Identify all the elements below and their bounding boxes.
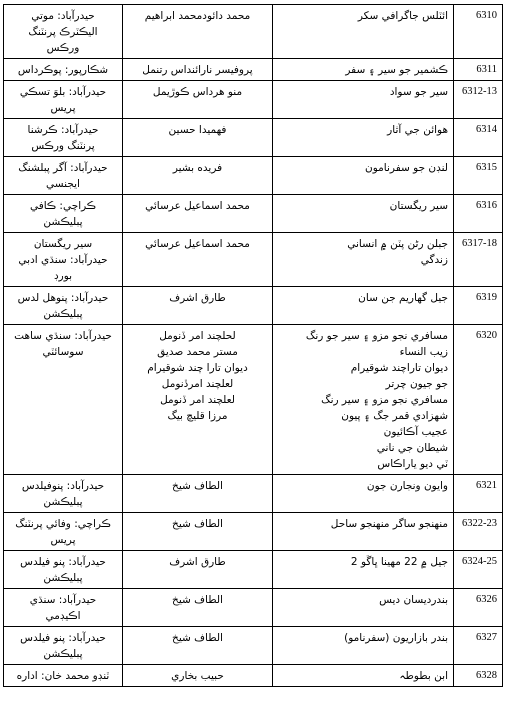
number-cell	[454, 59, 503, 81]
author-line: لعلچند امر ڏنومل	[160, 394, 235, 406]
publisher-cell	[4, 589, 123, 627]
title-line: جو جيون چرتر	[385, 378, 448, 390]
number-cell	[454, 5, 503, 59]
title-line: ابن بطوطہ	[399, 670, 448, 682]
catalog-number: 6327	[476, 632, 497, 643]
author-line: محمد اسماعيل عرسائي	[145, 238, 250, 250]
publisher-cell	[4, 119, 123, 157]
author-line: لحلچند امر ڏنومل	[159, 330, 236, 342]
title-cell	[273, 233, 454, 287]
catalog-number: 6317-18	[462, 238, 497, 249]
author-cell	[123, 287, 273, 325]
title-cell	[273, 589, 454, 627]
author-line: الطاف شيخ	[172, 594, 223, 606]
table-row	[4, 589, 503, 627]
publisher-line: حيدرآباد: موتي	[31, 10, 95, 22]
table-row	[4, 81, 503, 119]
publisher-cell	[4, 665, 123, 687]
author-line: منو هرداس ڪوڙيمل	[152, 86, 243, 98]
author-cell	[123, 325, 273, 475]
author-line: فريده بشير	[172, 162, 223, 174]
title-cell	[273, 157, 454, 195]
publisher-line: پبليڪشن	[43, 572, 83, 584]
author-cell	[123, 81, 273, 119]
title-cell	[273, 119, 454, 157]
catalog-number: 6312-13	[462, 86, 497, 97]
publisher-line: پرنٽنگ ورڪس	[31, 140, 95, 152]
author-line: فهميدا حسين	[168, 124, 227, 136]
table-row	[4, 665, 503, 687]
table-row	[4, 195, 503, 233]
title-line: هوائن جي آثار	[387, 124, 448, 136]
catalog-number: 6324-25	[462, 556, 497, 567]
title-line: ٽي ديو ياراڪاس	[377, 458, 448, 470]
catalog-number: 6314	[476, 124, 497, 135]
publisher-cell	[4, 627, 123, 665]
title-cell	[273, 81, 454, 119]
title-line: بندر بازاريون (سفرنامو)	[344, 632, 448, 644]
number-cell	[454, 81, 503, 119]
publisher-line: ورڪس	[46, 42, 80, 54]
publisher-cell	[4, 325, 123, 475]
publisher-line: حيدرآباد: پنو فيلدس	[20, 632, 106, 644]
publisher-line: پبليڪشن	[43, 216, 83, 228]
author-line: پروفيسر نارائنداس رتنمل	[142, 64, 253, 76]
publisher-line: سير ريگستان	[33, 238, 93, 250]
publisher-line: حيدرآباد: پنوفيلدس	[21, 480, 105, 492]
author-line: الطاف شيخ	[172, 632, 223, 644]
catalog-number: 6321	[476, 480, 497, 491]
title-line: ائٽلس جاگرافي سکر	[357, 10, 448, 22]
title-line: جيل گهاريم جن سان	[358, 292, 448, 304]
title-line: سير جو سواد	[389, 86, 448, 98]
catalog-number: 6316	[476, 200, 497, 211]
author-line: لعلچند امرڏنومل	[161, 378, 234, 390]
author-cell	[123, 157, 273, 195]
publisher-line: پبليڪشن	[43, 308, 83, 320]
publisher-line: ٽنڊو محمد خان: اداره	[16, 670, 110, 682]
publisher-line: حيدرآباد: پنوهل لدس	[17, 292, 109, 304]
title-cell	[273, 287, 454, 325]
author-cell	[123, 627, 273, 665]
title-line: منهنجو ساگر منهنجو ساحل	[330, 518, 448, 530]
title-line: مسافري نجو مزو ۽ سير جو رنگ	[305, 330, 448, 342]
author-cell	[123, 119, 273, 157]
table-row	[4, 513, 503, 551]
title-cell	[273, 325, 454, 475]
publisher-line: حيدرآباد: سنڌي ادبي	[18, 254, 108, 266]
number-cell	[454, 119, 503, 157]
publisher-line: حيدرآباد: بلوَ تسڪي	[19, 86, 107, 98]
title-line: بندرديسان ديس	[379, 594, 448, 606]
publisher-line: حيدرآباد: پنو فيلدس	[20, 556, 106, 568]
publisher-line: اليڪٽرڪ پرنٽنگ	[28, 26, 98, 38]
author-cell	[123, 513, 273, 551]
author-line: محمد دائودمحمد ابراهيم	[144, 10, 251, 22]
title-cell	[273, 513, 454, 551]
title-cell	[273, 475, 454, 513]
catalog-number: 6315	[476, 162, 497, 173]
author-cell	[123, 59, 273, 81]
number-cell	[454, 233, 503, 287]
title-line: عجيب آڪائيون	[383, 426, 448, 438]
author-line: الطاف شيخ	[172, 480, 223, 492]
title-line: سير ريگستان	[389, 200, 448, 212]
title-line: مسافري نجو مزو ۽ سير رنگ	[321, 394, 448, 406]
title-line: جيل ۾ 22 مهينا ڀاڱو 2	[350, 556, 448, 568]
author-cell	[123, 665, 273, 687]
catalog-number: 6311	[476, 64, 497, 75]
publisher-line: سوسائٽي	[42, 346, 84, 358]
table-row	[4, 475, 503, 513]
author-line: مرزا قليچ بيگ	[167, 410, 228, 422]
publisher-line: ڪراچي: ڪافي	[29, 200, 97, 212]
publisher-line: حيدرآباد: ڪرشنا	[27, 124, 99, 136]
author-cell	[123, 589, 273, 627]
author-cell	[123, 475, 273, 513]
publisher-line: پريس	[50, 102, 76, 114]
catalog-number: 6322-23	[462, 518, 497, 529]
title-cell	[273, 195, 454, 233]
title-line: زيب النساء	[399, 346, 448, 358]
author-cell	[123, 551, 273, 589]
table-row	[4, 233, 503, 287]
author-cell	[123, 233, 273, 287]
table-row	[4, 325, 503, 475]
table-row	[4, 5, 503, 59]
title-line: جبلن رڻن پٽن ۾ انساني	[347, 238, 448, 250]
publisher-line: ايجنسي	[46, 178, 80, 190]
publisher-line: حيدرآباد: آگر پبلشنگ	[18, 162, 108, 174]
publisher-cell	[4, 513, 123, 551]
title-cell	[273, 5, 454, 59]
title-line: وايون ونجارن جون	[366, 480, 448, 492]
publisher-cell	[4, 195, 123, 233]
catalog-number: 6319	[476, 292, 497, 303]
catalog-number: 6326	[476, 594, 497, 605]
author-cell	[123, 5, 273, 59]
number-cell	[454, 551, 503, 589]
number-cell	[454, 157, 503, 195]
title-cell	[273, 665, 454, 687]
table-row	[4, 119, 503, 157]
title-line: ديوان تاراچند شوقيرام	[350, 362, 448, 374]
publisher-line: شڪارپور: پوڪرداس	[17, 64, 109, 76]
number-cell	[454, 287, 503, 325]
catalog-number: 6328	[476, 670, 497, 681]
author-line: طارق اشرف	[169, 292, 226, 304]
publisher-line: پريس	[50, 534, 76, 546]
publisher-cell	[4, 287, 123, 325]
number-cell	[454, 513, 503, 551]
catalog-number: 6320	[476, 330, 497, 341]
publisher-line: بورڊ	[53, 270, 73, 282]
number-cell	[454, 627, 503, 665]
table-row	[4, 287, 503, 325]
publisher-cell	[4, 551, 123, 589]
author-line: طارق اشرف	[169, 556, 226, 568]
number-cell	[454, 589, 503, 627]
publisher-line: پبليڪشن	[43, 648, 83, 660]
number-cell	[454, 195, 503, 233]
author-line: ديوان تارا چند شوقيرام	[147, 362, 248, 374]
table-row	[4, 157, 503, 195]
publisher-line: حيدرآباد: سنڌي ساهت	[14, 330, 112, 342]
title-cell	[273, 551, 454, 589]
author-cell	[123, 195, 273, 233]
title-line: شهزادي قمر جگ ۽ پيون	[341, 410, 448, 422]
author-line: مستر محمد صديق	[157, 346, 238, 358]
title-line: شيطان جي ناني	[376, 442, 448, 454]
publisher-line: حيدرآباد: سنڌي	[29, 594, 97, 606]
publisher-cell	[4, 59, 123, 81]
author-line: محمد اسماعيل عرسائي	[145, 200, 250, 212]
title-cell	[273, 59, 454, 81]
publisher-line: ڪراچي: وفائي پرنٽنگ	[15, 518, 111, 530]
title-line: زندگي	[420, 254, 448, 266]
author-line: الطاف شيخ	[172, 518, 223, 530]
table-row	[4, 59, 503, 81]
number-cell	[454, 325, 503, 475]
publisher-cell	[4, 81, 123, 119]
catalog-number: 6310	[476, 10, 497, 21]
number-cell	[454, 665, 503, 687]
table-row	[4, 627, 503, 665]
catalog-body	[4, 5, 503, 687]
publisher-cell	[4, 233, 123, 287]
catalog-table	[3, 4, 503, 687]
publisher-cell	[4, 475, 123, 513]
table-row	[4, 551, 503, 589]
title-cell	[273, 627, 454, 665]
publisher-cell	[4, 5, 123, 59]
title-line: لنڊن جو سفرنامون	[365, 162, 448, 174]
title-line: ڪشمير جو سير ۽ سفر	[345, 64, 448, 76]
publisher-cell	[4, 157, 123, 195]
number-cell	[454, 475, 503, 513]
author-line: حبيب بخاري	[171, 670, 224, 682]
publisher-line: پبليڪشن	[43, 496, 83, 508]
publisher-line: اڪيڊمي	[45, 610, 81, 622]
